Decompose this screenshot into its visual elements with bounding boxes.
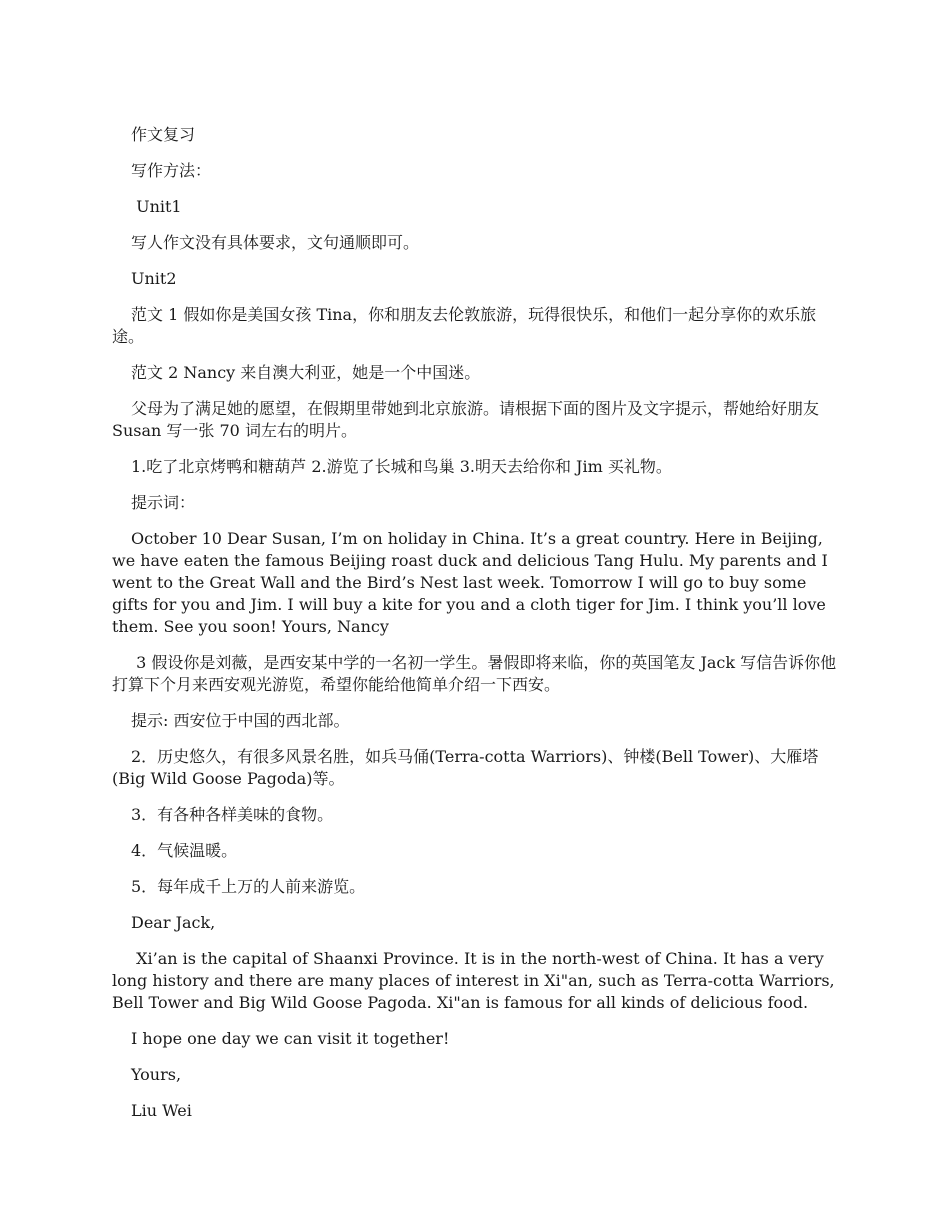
letter-body: Xi’an is the capital of Shaanxi Province. It is in the north-west of China. It has a very long history and there are many places of interest in Xi"an, such as Terra-cotta Warriors, Bell Tower and Big Wild Goose Pagoda. Xi"an is famous for all kinds of delicious food. — [112, 949, 840, 1012]
sample-2-points: 1.吃了北京烤鸭和糖葫芦 2.游览了长城和鸟巢 3.明天去给你和 Jim 买礼物。 — [131, 457, 672, 476]
sample-2-intro: 范文 2 Nancy 来自澳大利亚，她是一个中国迷。 — [131, 363, 481, 382]
document-page — [112, 124, 840, 1136]
hint-4: 4．气候温暖。 — [131, 841, 238, 860]
hint-words-label: 提示词： — [131, 493, 196, 512]
letter-salutation: Dear Jack, — [131, 913, 216, 932]
sample-3-prompt: 3 假设你是刘薇，是西安某中学的一名初一学生。暑假即将来临，你的英国笔友 Jack 写信告诉你他打算下个月来西安观光游览，希望你能给他简单介绍一下西安。 — [112, 653, 837, 694]
unit1-heading: Unit1 — [131, 197, 182, 216]
section-heading-writing-methods: 写作方法： — [131, 161, 212, 180]
unit1-note: 写人作文没有具体要求，文句通顺即可。 — [131, 233, 420, 252]
hint-1: 提示: 西安位于中国的西北部。 — [131, 711, 350, 730]
sample-1-prompt: 范文 1 假如你是美国女孩 Tina，你和朋友去伦敦旅游，玩得很快乐，和他们一起分享你的欢乐旅途。 — [112, 305, 817, 346]
doc-title: 作文复习 — [131, 125, 196, 144]
hint-5: 5．每年成千上万的人前来游览。 — [131, 877, 366, 896]
hint-2: 2．历史悠久，有很多风景名胜，如兵马俑(Terra-cotta Warriors)、钟楼(Bell Tower)、大雁塔(Big Wild Goose Pagoda)等。 — [112, 747, 819, 788]
sample-2-essay: October 10 Dear Susan, I’m on holiday in China. It’s a great country. Here in Beijing, we have eaten the famous Beijing roast duck and delicious Tang Hulu. My parents and I went to the Great Wall and the Bird’s Nest last week. Tomorrow I will go to buy some gifts for you and Jim. I will buy a kite for you and a cloth tiger for Jim. I think you’ll love them. See you soon! Yours, Nancy — [112, 529, 833, 636]
sample-2-prompt: 父母为了满足她的愿望，在假期里带她到北京旅游。请根据下面的图片及文字提示，帮她给好朋友 Susan 写一张 70 词左右的明片。 — [112, 399, 825, 440]
hint-3: 3．有各种各样美味的食物。 — [131, 805, 334, 824]
letter-signoff: Yours, — [131, 1065, 182, 1084]
unit2-heading: Unit2 — [131, 269, 177, 288]
letter-signature: Liu Wei — [131, 1101, 192, 1120]
letter-closing-line: I hope one day we can visit it together! — [131, 1029, 450, 1048]
